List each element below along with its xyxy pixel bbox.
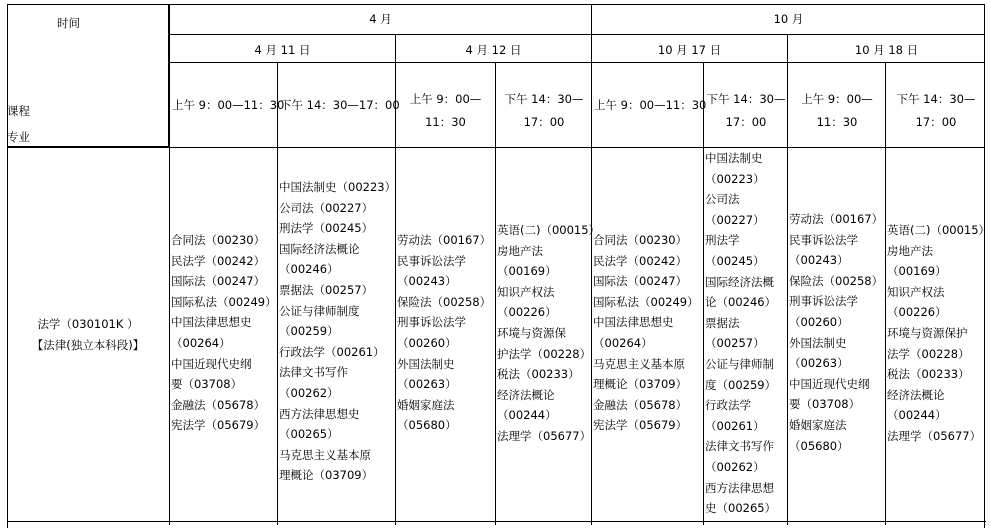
slot-header	[495, 62, 591, 147]
day-label: 10 月 18 日	[854, 43, 919, 57]
slot-header	[703, 62, 787, 147]
subject-line: 刑法学	[705, 233, 740, 248]
month-header-april	[169, 4, 591, 34]
major-label: 专业	[7, 130, 30, 144]
subject-line: 票据法（00257）	[279, 282, 374, 297]
subject-line: （00246）	[279, 262, 339, 277]
subject-line: 房地产法	[887, 243, 933, 258]
subject-list	[705, 148, 776, 519]
subject-line: 理概论（03709）	[593, 377, 688, 392]
subject-line: 史（00265）	[705, 501, 777, 516]
subject-line: 国际私法（00249）	[171, 294, 277, 309]
slot-label: 上午 9：00—11：30	[409, 92, 482, 129]
subject-line: （00243）	[789, 253, 849, 268]
subject-line: 外国法制史	[397, 356, 455, 371]
subject-line: 婚姻家庭法	[789, 417, 847, 432]
subject-line: 国际私法（00249）	[593, 294, 699, 309]
day-label: 4 月 12 日	[465, 43, 522, 57]
month-label-april: 4 月	[369, 12, 392, 26]
month-label-october: 10 月	[773, 12, 804, 26]
day-header-oct17	[591, 34, 787, 62]
subject-line: （00226）	[497, 305, 557, 320]
subject-line: 宪法学（05679）	[171, 418, 266, 433]
subject-line: 中国法律思想史	[593, 315, 674, 330]
subject-line: 婚姻家庭法	[397, 397, 455, 412]
subject-line: 合同法（00230）	[593, 233, 688, 247]
subject-line: 马克思主义基本原	[593, 356, 685, 371]
slot-label: 下午 14：30—17：00	[504, 92, 584, 129]
day-header-apr11	[169, 34, 395, 62]
subject-line: 护法学（00228）	[497, 346, 592, 361]
subject-line: 公证与律师制度	[279, 303, 360, 318]
slot-label: 下午 14：30—17：00	[896, 92, 976, 129]
subjects-cell-oct17-pm	[703, 147, 787, 525]
day-header-apr12	[395, 34, 591, 62]
subject-line: 刑事诉讼法学	[397, 315, 466, 330]
subject-line: 民事诉讼法学	[397, 253, 466, 268]
subject-line: 刑事诉讼法学	[789, 294, 858, 309]
subject-line: 公司法	[705, 192, 740, 207]
subject-list	[279, 177, 396, 486]
day-label: 10 月 17 日	[657, 43, 722, 57]
subject-line: 经济法概论	[497, 387, 555, 402]
subjects-cell-oct18-am	[787, 147, 885, 525]
subjects-cell-apr12-pm	[495, 147, 601, 525]
subject-line: （00264）	[593, 335, 653, 350]
subject-line: （00223）	[705, 171, 765, 186]
slot-label: 下午 14：30—17：00	[706, 92, 786, 129]
subject-line: （00257）	[705, 336, 765, 351]
subject-line: 环境与资源保护	[887, 325, 968, 340]
subject-line: 房地产法	[497, 243, 543, 258]
slot-header	[885, 62, 985, 147]
subject-line: 金融法（05678）	[593, 397, 688, 412]
corner-header-cell	[7, 4, 169, 147]
subject-line: 国际经济法概论	[279, 241, 360, 256]
day-header-oct18	[787, 34, 985, 62]
subject-line: （00265）	[279, 427, 339, 442]
slot-header	[277, 62, 400, 147]
subject-line: 法律文书写作	[279, 365, 348, 380]
slot-header	[787, 62, 885, 147]
subjects-cell-apr12-am	[395, 147, 495, 525]
subject-line: 保险法（00258）	[397, 294, 492, 309]
subjects-cell-oct18-pm	[885, 147, 991, 525]
subject-line: 国际法（00247）	[593, 274, 688, 289]
subject-line: 国际法（00247）	[171, 274, 266, 289]
slot-label: 下午 14：30—17：00	[280, 98, 400, 112]
subject-line: 公司法（00227）	[279, 200, 374, 215]
subject-line: （00169）	[497, 264, 557, 279]
subject-line: 行政法学	[705, 398, 751, 413]
subject-line: 论（00246）	[705, 295, 777, 310]
slot-header	[591, 62, 707, 147]
subject-line: 行政法学（00261）	[279, 344, 385, 359]
subject-line: 刑法学（00245）	[279, 221, 374, 236]
subject-line: 外国法制史	[789, 335, 847, 350]
subject-line: （00262）	[705, 459, 765, 474]
course-label: 课程	[7, 104, 30, 118]
subject-line: （00244）	[497, 408, 557, 423]
slot-label: 上午 9：00—11：30	[172, 98, 285, 112]
subject-line: 法律文书写作	[705, 439, 774, 454]
subject-line: （00169）	[887, 264, 947, 279]
subject-line: 法理学（05677）	[497, 428, 592, 443]
major-cell	[7, 147, 169, 525]
slot-label: 上午 9：00—11：30	[594, 98, 707, 112]
subject-line: （05680）	[397, 418, 457, 433]
subject-line: （00245）	[705, 253, 765, 268]
subject-list	[789, 209, 883, 456]
subject-line: 中国近现代史纲	[789, 376, 870, 391]
subject-line: 理概论（03709）	[279, 468, 374, 483]
subject-line: （05680）	[789, 438, 849, 453]
subject-line: （00227）	[705, 212, 765, 227]
subject-line: 经济法概论	[887, 387, 945, 402]
subject-list	[593, 230, 699, 436]
subject-line: 劳动法（00167）	[789, 212, 884, 226]
subject-line: 民事诉讼法学	[789, 232, 858, 247]
subjects-cell-oct17-am	[591, 147, 703, 525]
subject-line: （00264）	[171, 335, 231, 350]
bottom-rule	[7, 521, 986, 522]
month-header-october	[591, 4, 985, 34]
subject-line: 英语(二)（00015）	[887, 223, 991, 237]
day-label: 4 月 11 日	[254, 43, 311, 57]
subject-line: 西方法律思想	[705, 480, 774, 495]
subject-line: （00243）	[397, 274, 457, 289]
subject-line: 要（03708）	[789, 397, 861, 412]
subject-list	[171, 230, 277, 436]
subject-line: 要（03708）	[171, 377, 243, 392]
subject-line: （00260）	[397, 335, 457, 350]
subject-line: （00263）	[789, 356, 849, 371]
subject-line: （00261）	[705, 418, 765, 433]
subject-line: 税法（00233）	[497, 367, 580, 382]
subject-line: （00244）	[887, 408, 947, 423]
slot-header	[169, 62, 285, 147]
subject-line: 金融法（05678）	[171, 397, 266, 412]
subjects-cell-apr11-am	[169, 147, 277, 525]
subject-line: （00263）	[397, 377, 457, 392]
subject-line: （00262）	[279, 385, 339, 400]
subject-line: 国际经济法概	[705, 274, 774, 289]
subject-line: 税法（00233）	[887, 367, 970, 382]
subject-line: （00260）	[789, 314, 849, 329]
subject-line: 法理学（05677）	[887, 428, 982, 443]
time-label: 时间	[57, 16, 80, 30]
subject-line: 中国法制史	[705, 151, 763, 165]
subject-line: 公证与律师制	[705, 356, 774, 371]
subject-line: 民法学（00242）	[171, 253, 266, 268]
subject-line: 英语(二)（00015）	[497, 223, 601, 237]
subject-line: 环境与资源保	[497, 325, 566, 340]
subject-list	[497, 220, 600, 447]
subject-list	[397, 230, 491, 436]
subject-line: 知识产权法	[497, 284, 555, 299]
subject-line: 知识产权法	[887, 284, 945, 299]
subject-line: （00226）	[887, 305, 947, 320]
subject-line: 中国近现代史纲	[171, 356, 252, 371]
subject-line: 合同法（00230）	[171, 233, 266, 247]
subject-line: 劳动法（00167）	[397, 233, 492, 247]
subject-list	[887, 220, 990, 447]
subject-line: 西方法律思想史	[279, 406, 360, 421]
subject-line: 民法学（00242）	[593, 253, 688, 268]
major-code: 法学（030101K ）	[37, 317, 139, 331]
slot-label: 上午 9：00—11：30	[801, 92, 873, 129]
subject-line: 票据法	[705, 315, 740, 330]
subject-line: 马克思主义基本原	[279, 447, 371, 462]
major-level: 【法律(独立本科段)】	[31, 338, 145, 352]
subject-line: 法学（00228）	[887, 346, 970, 361]
subjects-cell-apr11-pm	[277, 147, 395, 525]
subject-line: 中国法制史（00223）	[279, 180, 397, 194]
subject-line: 度（00259）	[705, 377, 777, 392]
slot-header	[395, 62, 495, 147]
subject-line: （00259）	[279, 324, 339, 339]
subject-line: 中国法律思想史	[171, 315, 252, 330]
subject-line: 宪法学（05679）	[593, 418, 688, 433]
subject-line: 保险法（00258）	[789, 273, 884, 288]
